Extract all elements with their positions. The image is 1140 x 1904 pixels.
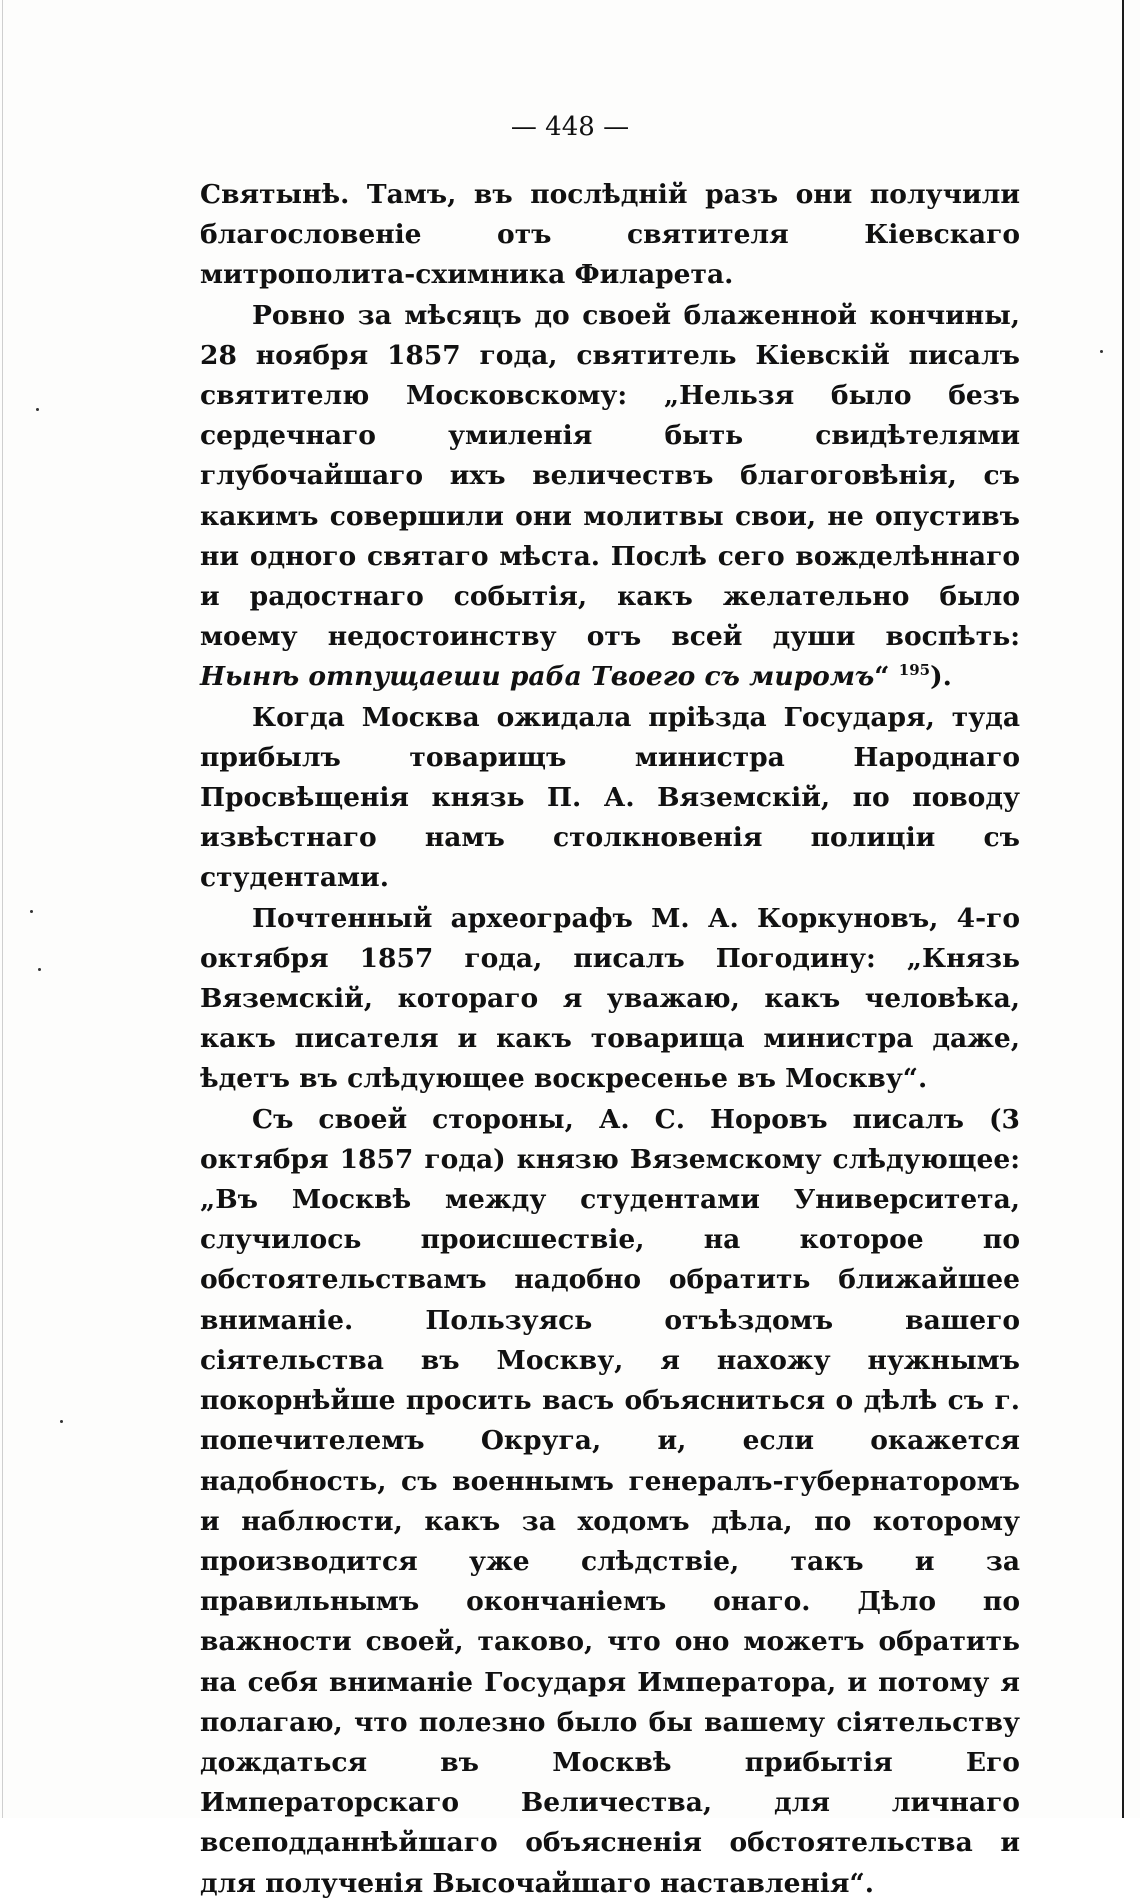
scan-speck: [60, 1420, 63, 1423]
italic-quote: Нынѣ отпущаеши раба Твоего съ миромъ: [200, 661, 875, 693]
paragraph: Почтенный археографъ М. А. Коркуновъ, 4-го октября 1857 года, писалъ Погодину: „Князь Вяземскій, котораго я уважаю, какъ человѣка, какъ писателя и какъ товарища министра даже, ѣдетъ въ слѣдующее воскресенье въ Москву“.: [200, 902, 1020, 1095]
page-number: — 448 —: [510, 112, 630, 142]
closing-quote: “: [874, 661, 890, 693]
paragraph: Святынѣ. Тамъ, въ послѣдній разъ они получили благословеніе отъ святителя Кіевскаго митрополита-схимника Филарета.: [200, 179, 1020, 291]
scan-speck: [38, 968, 41, 971]
page-left-edge: [2, 0, 3, 1818]
body-text: [200, 175, 1020, 1904]
paragraph-text-end: ).: [930, 661, 952, 693]
scan-speck: [36, 408, 39, 411]
paragraph: Когда Москва ожидала пріѣзда Государя, туда прибылъ товарищъ министра Народнаго Просвѣщенія князь П. А. Вяземскій, по поводу извѣстнаго намъ столкновенія полиціи съ студентами.: [200, 701, 1020, 894]
scan-speck: [1100, 350, 1103, 353]
paragraph: Съ своей стороны, А. С. Норовъ писалъ (3 октября 1857 года) князю Вяземскому слѣдующее: „Въ Москвѣ между студентами Университета, случилось происшествіе, на которое по обстоятельствамъ надобно обратить ближайшее вниманіе. Пользуясь отъѣздомъ вашего сіятельства въ Москву, я нахожу нужнымъ покорнѣйше просить васъ объясниться о дѣлѣ съ г. попечителемъ Округа, и, если окажется надобность, съ военнымъ генералъ-губернаторомъ и наблюсти, какъ за ходомъ дѣла, по которому производится уже слѣдствіе, такъ и за правильнымъ окончаніемъ онаго. Дѣло по важности своей, таково, что оно можетъ обратить на себя вниманіе Государя Императора, и потому я полагаю, что полезно было бы вашему сіятельству дождаться въ Москвѣ прибытія Его Императорскаго Величества, для личнаго всеподданнѣйшаго объясненія обстоятельства и для полученія Высочайшаго наставленія“.: [200, 1103, 1020, 1899]
page-right-edge: [1122, 0, 1124, 1818]
footnote-marker: 195: [898, 661, 931, 680]
paragraph: [200, 296, 1020, 698]
paragraph-text: Ровно за мѣсяцъ до своей блаженной кончины, 28 ноября 1857 года, святитель Кіевскій писалъ святителю Московскому: „Нельзя было безъ сердечнаго умиленія быть свидѣтелями глубочайшаго ихъ величествъ благоговѣнія, съ какимъ совершили они молитвы свои, не опустивъ ни одного святаго мѣста. Послѣ сего вожделѣннаго и радостнаго событія, какъ желательно было моему недостоинству отъ всей души воспѣть:: [200, 299, 1020, 653]
scan-speck: [30, 910, 33, 913]
